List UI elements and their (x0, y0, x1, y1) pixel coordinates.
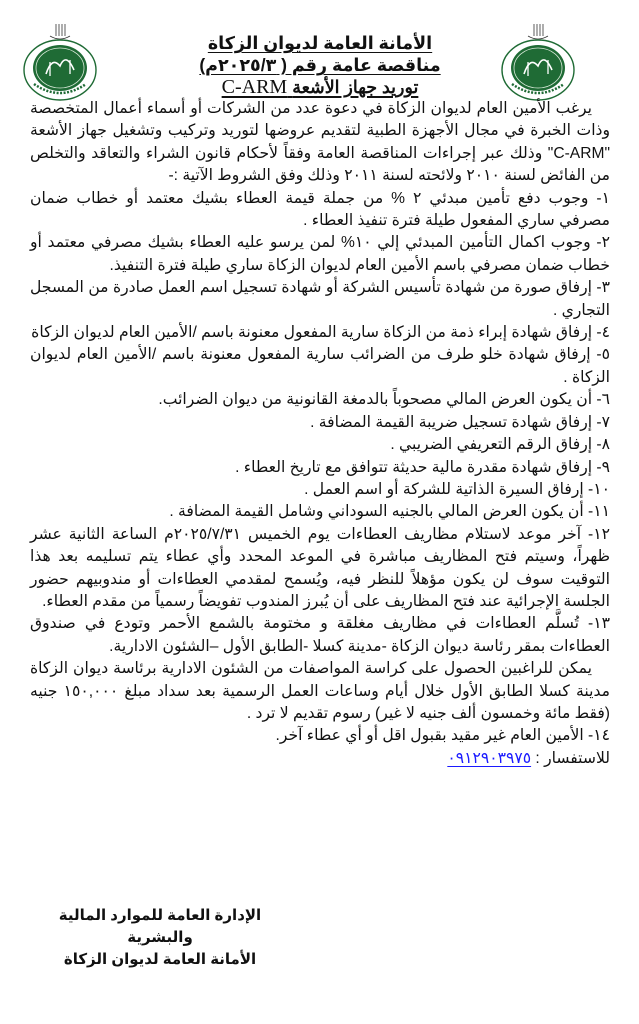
signature-org: الأمانة العامة لديوان الزكاة (63, 951, 257, 968)
condition-item: ٦- أن يكون العرض المالي مصحوباً بالدمغة القانونية من ديوان الضرائب. (158, 391, 610, 409)
intro-paragraph: يرغب الأمين العام لديوان الزكاة في دعوة عدد من الشركات أو أسماء أعمال المتخصصة وذات الخبرة في مجال الأجهزة الطبية لتقديم عروضها لتوريد وتركيب وتشغيل جهاز الأشعة "C-ARM" وذلك عبر إجراءات المناقصة العامة وفقاً لأحكام قانون الشراء والتعاقد والتخلص من الفائض لسنة ٢٠١٠ ولائحته لسنة ٢٠١١ وذلك وفق الشروط الآتية :- (30, 100, 610, 185)
condition-item: ٩- إرفاق شهادة مقدرة مالية حديثة تتوافق مع تاريخ العطاء . (235, 458, 610, 476)
condition-item: ٧- إرفاق شهادة تسجيل ضريبة القيمة المضافة . (310, 413, 610, 431)
condition-item: ١١- أن يكون العرض المالي بالجنيه السوداني وشامل القيمة المضافة . (169, 503, 610, 521)
contact-line (30, 748, 610, 770)
zakat-emblem-right-icon (500, 22, 576, 102)
condition-item: ٣- إرفاق صورة من شهادة تأسيس الشركة أو شهادة تسجيل اسم العمل صادرة من المسجل التجاري . (30, 279, 610, 319)
tender-body (30, 98, 610, 770)
specs-note: يمكن للراغبين الحصول على كراسة المواصفات من الشئون الادارية برئاسة ديوان الزكاة مدينة كسلا الطابق الأول خلال أيام وساعات العمل الرسمية بعد سداد مبلغ ١٥٠,٠٠٠ جنيه (فقط مائة وخمسون ألف جنيه لا غير) رسوم تقديم لا ترد . (30, 660, 610, 722)
org-title: الأمانة العامة لديوان الزكاة (207, 33, 433, 53)
tender-number: مناقصة عامة رقم ( ٢٠٢٥/٣م) (199, 55, 441, 75)
tender-subject (150, 76, 490, 98)
tender-subject-ar: توريد جهاز الأشعة (292, 77, 419, 97)
condition-item: ٤- إرفاق شهادة إبراء ذمة من الزكاة سارية المفعول معنونة باسم /الأمين العام لديوان الزكاة (31, 324, 610, 342)
condition-item: ١- وجوب دفع تأمين مبدئي ٢ % من جملة قيمة العطاء بشيك معتمد أو خطاب ضمان مصرفي ساري المفعول طيلة فترة تنفيذ العطاء . (30, 189, 611, 230)
contact-label: للاستفسار : (535, 749, 610, 767)
zakat-emblem-left-icon (22, 22, 98, 102)
signature-dept: الإدارة العامة للموارد المالية والبشرية (58, 907, 262, 946)
condition-item: ٥- إرفاق شهادة خلو طرف من الضرائب سارية المفعول معنونة باسم /الأمين العام لديوان الزكاة . (30, 346, 610, 386)
condition-item: ١٠- إرفاق السيرة الذاتية للشركة أو اسم العمل . (304, 480, 610, 498)
signature-block (30, 905, 290, 971)
contact-phone-link[interactable]: ٠٩١٢٩٠٣٩٧٥ (447, 749, 532, 767)
tender-subject-en: C-ARM (221, 76, 288, 98)
condition-item: ١٣- تُسلَّم العطاءات في مظاريف مغلقة و مختومة بالشمع الأحمر وتودع في صندوق العطاءات بمقر رئاسة ديوان الزكاة -مدينة كسلا -الطابق الأول –الشئون الادارية. (30, 615, 610, 655)
condition-item: ١٤- الأمين العام غير مقيد بقبول اقل أو أي عطاء آخر. (275, 727, 610, 745)
condition-item: ٢- وجوب اكمال التأمين المبدئي إلي ١٠% لمن يرسو عليه العطاء بشيك مصرفي معتمد أو خطاب ضمان مصرفي باسم الأمين العام لديوان الزكاة ساري طيلة فترة التنفيذ. (30, 234, 610, 274)
document-header (150, 32, 490, 98)
condition-item: ٨- إرفاق الرقم التعريفي الضريبي . (390, 436, 610, 454)
condition-item: ١٢- آخر موعد لاستلام مظاريف العطاءات يوم الخميس ٢٠٢٥/٧/٣١م الساعة الثانية عشر ظهراً، وسيتم فتح المظاريف مباشرة في الموعد المحدد وأي عطاء يتم تسليمه بعد هذا التوقيت سوف لن يكون مؤهلاً للنظر فيه، ويُسمح لمقدمي العطاءات أو مندوبيهم حضور الجلسة الإجرائية عند فتح المظاريف على أن يُبرز المندوب تفويضاً رسمياً من مقدم العطاء. (30, 525, 610, 610)
